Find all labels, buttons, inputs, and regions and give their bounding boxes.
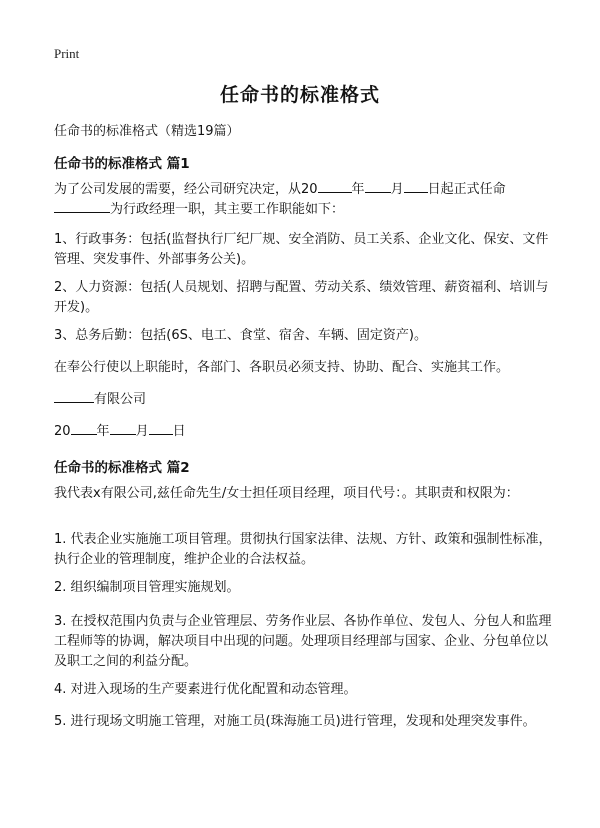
blank-month: [365, 180, 391, 193]
page-title: 任命书的标准格式: [219, 84, 380, 106]
document-subtitle: 任命书的标准格式（精选19篇）: [54, 124, 240, 139]
section1-closing: 在奉公行使以上职能时，各部门、各职员必须支持、协助、配合、实施其工作。: [54, 360, 510, 375]
blank-company: [54, 390, 94, 403]
section1-item-2: 2、人力资源：包括(人员规划、招聘与配置、劳动关系、绩效管理、薪资福利、培训与开发)。: [54, 280, 549, 315]
date-text-a: 20: [54, 424, 71, 439]
section1-item-1: 1、行政事务：包括(监督执行厂纪厂规、安全消防、员工关系、企业文化、保安、文件管理、突发事件、外部事务公关)。: [54, 232, 549, 267]
section2-item-2: 2. 组织编制项目管理实施规划。: [54, 580, 240, 595]
print-link[interactable]: Print: [54, 46, 80, 61]
date-text-d: 日: [172, 424, 186, 439]
section2-item-5: 5. 进行现场文明施工管理，对施工员(珠海施工员)进行管理，发现和处理突发事件。: [54, 714, 536, 729]
blank-name: [54, 200, 110, 213]
blank-date-year: [71, 422, 97, 435]
intro-text-e: 为行政经理一职，其主要工作职能如下：: [110, 202, 345, 217]
blank-date-month: [110, 422, 136, 435]
section1-intro: [54, 180, 554, 220]
blank-day: [404, 180, 428, 193]
company-suffix: 有限公司: [94, 392, 147, 407]
intro-text-c: 月: [390, 182, 404, 197]
section2-intro: 我代表x有限公司,兹任命先生/女士担任项目经理，项目代号：。其职责和权限为：: [54, 486, 519, 501]
section1-item-3: 3、总务后勤：包括(6S、电工、食堂、宿舍、车辆、固定资产)。: [54, 328, 427, 343]
section-heading-1: 任命书的标准格式 篇1: [54, 156, 190, 172]
section-heading-2: 任命书的标准格式 篇2: [54, 460, 190, 476]
intro-text-b: 年: [351, 182, 365, 197]
intro-text-a: 为了公司发展的需要，经公司研究决定，从20: [54, 182, 318, 197]
date-text-b: 年: [96, 424, 110, 439]
section2-item-3: 3. 在授权范围内负责与企业管理层、劳务作业层、各协作单位、发包人、分包人和监理工程师等的协调，解决项目中出现的问题。处理项目经理部与国家、企业、分包单位以及职工之间的利益分配。: [54, 614, 552, 669]
section2-item-1: 1. 代表企业实施施工项目管理。贯彻执行国家法律、法规、方针、政策和强制性标准，执行企业的管理制度，维护企业的合法权益。: [54, 532, 552, 567]
intro-text-d: 日起正式任命: [427, 182, 506, 197]
blank-date-day: [149, 422, 173, 435]
date-text-c: 月: [135, 424, 149, 439]
signature-date: [54, 422, 554, 442]
section2-item-4: 4. 对进入现场的生产要素进行优化配置和动态管理。: [54, 682, 357, 697]
company-signature: [54, 390, 554, 410]
blank-year: [318, 180, 352, 193]
